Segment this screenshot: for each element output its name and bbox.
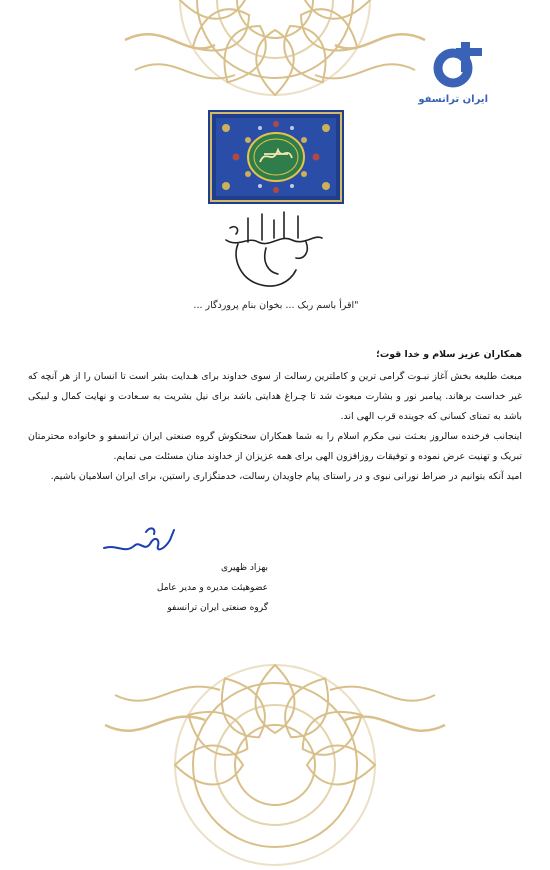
basmala-calligraphy (218, 208, 328, 300)
signer-title: عضوهیئت مدیره و مدیر عامل (156, 583, 268, 593)
handwritten-signature (100, 522, 180, 562)
letter-paragraph-1: مبعث طلیعه بخش آغاز نبـوت گرامی ترین و کاملترین رسالت از سوی خداوند برای هـدایت بشر است تا انسان را از هر آنچه که غیر خداست برهاند. پیامبر نور و بشارت مبعوث شد تا چـراغ هدایتی باشد برای نیل بشریت به سـعادت و نهایت کمال و لبیکی باشد به تمنای کسانی که جوینده قرب الهی اند. (28, 371, 522, 422)
irantransfo-logo-icon (431, 38, 485, 88)
signer-name: بهزاد ظهیری (220, 563, 268, 573)
company-logo (418, 38, 488, 105)
letter-body (28, 345, 522, 487)
logo-text: ایران ترانسفو (418, 94, 488, 105)
letter-paragraph-3: امید آنکه بتوانیم در صراط نورانی نبوی و در راستای پیام جاویدان رسالت، خدمتگزاری راستین، برای ایران اسلامیان باشیم. (50, 471, 522, 482)
letter-greeting: همکاران عزیز سلام و خدا قوت؛ (376, 349, 522, 360)
calligraphy-tile-image (208, 110, 344, 204)
signer-organization: گروه صنعتی ایران ترانسفو (167, 603, 268, 613)
bottom-ornament (95, 660, 455, 870)
top-ornament (115, 0, 435, 100)
letter-paragraph-2: اینجانب فرخنده سالروز بعـثت نبی مکرم اسلام را به شما همکاران سختکوش گروه صنعتی ایران ترانسفو و خانواده محترمتان تبریک و تهنیت عرض نموده و توفیقات روزافزون الهی برای همه عزیزان از خداوند منان مسئلت می نمایم. (28, 431, 522, 462)
quran-quote: "اقرأ باسم ربک ... بخوان بنام پروردگار ... (193, 300, 359, 311)
signature-block (88, 558, 268, 618)
